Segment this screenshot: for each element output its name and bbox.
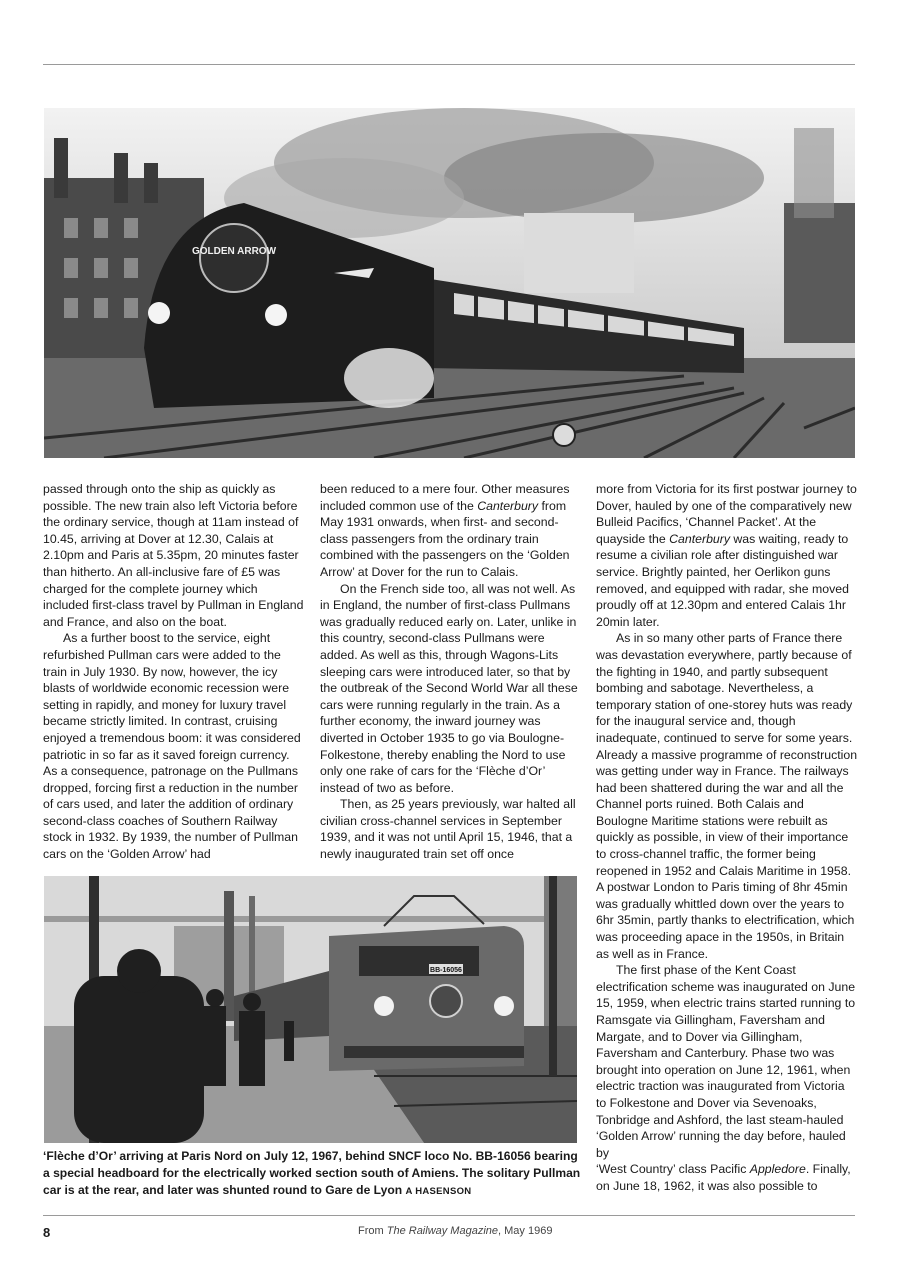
source-line: From The Railway Magazine, May 1969 [358, 1225, 553, 1237]
top-rule [43, 64, 855, 65]
bottom-rule [43, 1215, 855, 1216]
paragraph: On the French side too, all was not well. As in England, the number of first-class Pullmans was gradually reduced early on. Later, unlike in this country, second-class Pullmans were added. As well as this, through Wagons-Lits sleeping cars were introduced later, so that by the outbreak of the Second World War all these cars were running regularly in the train. As a further economy, the inward journey was diverted in October 1935 to go via Boulogne-Folkestone, thereby enabling the Nord to use only one rake of cars for the ‘Flèche d’Or’ instead of two as before. [320, 581, 578, 795]
photo-caption: ‘Flèche d’Or’ arriving at Paris Nord on July 12, 1967, behind SNCF loco No. BB-16056 bearing a special headboard for the electrically worked section south of Amiens. The solitary Pullman car is at the rear, and later was shunted round to Gare de Lyon A HASENSON [43, 1149, 581, 1197]
headboard-text: GOLDEN ARROW [191, 246, 277, 257]
fleche-dor-photo [44, 876, 577, 1143]
paragraph: Then, as 25 years previously, war halted all civilian cross-channel services in September 1939, and it was not until April 15, 1946, that a newly inaugurated train set off once [320, 797, 576, 862]
loco-plate-text: BB-16056 [430, 967, 462, 974]
paragraph: been reduced to a mere four. Other measures included common use of the Canterbury from May 1931 onwards, when first- and second-class passengers from the ordinary train combined with the passengers on the ‘Golden Arrow’ at Dover for the run to Calais. [320, 482, 570, 579]
paragraph: passed through onto the ship as quickly as possible. The new train also left Victoria before the ordinary service, though at 11am instead of 10.45, arriving at Dover at 12.30, Calais at 2.10pm and Paris at 5.35pm, 20 minutes faster than hitherto. An all-inclusive fare of £5 was charged for the complete journey which included first-class travel by Pullman in England and France, and also on the boat. [43, 482, 304, 629]
paragraph: The first phase of the Kent Coast electrification scheme was inaugurated on June 15, 1959, when electric trains started running to Ramsgate via Gillingham, Faversham and Margate, and to Dover via Gillingham, Faversham and Canterbury. Phase two was brought into operation on June 12, 1961, when electric traction was inaugurated from Victoria to Folkestone and Dover via Sevenoaks, Tonbridge and Ashford, the last steam-hauled ‘Golden Arrow’ running the day before, hauled by ‘West Country’ class Pacific Appledore. Finally, on June 18, 1962, it was also possible to [596, 963, 856, 1193]
paragraph: more from Victoria for its first postwar journey to Dover, hauled by one of the comparatively new Bulleid Pacifics, ‘Channel Packet’. At the quayside the Canterbury was waiting, ready to resume a civilian role after distinguished war service. Brightly painted, her Oerlikon guns removed, and equipped with radar, she moved proudly off at 12.30pm and entered Calais 1hr 20min later. [596, 482, 857, 629]
golden-arrow-photo [44, 108, 855, 458]
photo-credit: A HASENSON [405, 1185, 472, 1197]
page-number: 8 [43, 1225, 51, 1240]
paragraph: As a further boost to the service, eight refurbished Pullman cars were added to the train in July 1930. By now, however, the icy blasts of worldwide economic recession were setting in rapidly, and money for luxury travel became strictly limited. In contrast, cruising enjoyed a tremendous boom: it was considered patriotic in so far as it saved foreign currency. As a consequence, patronage on the Pullmans dropped, forcing first a reduction in the number of cars used, and later the addition of ordinary second-class coaches of Southern Railway stock in 1932. By 1939, the number of Pullman cars on the ‘Golden Arrow’ had [43, 631, 301, 862]
text-column-1 [43, 481, 305, 863]
text-column-2 [320, 481, 582, 863]
text-column-3 [596, 481, 858, 1195]
paragraph: As in so many other parts of France there was devastation everywhere, partly because of the fighting in 1940, and partly subsequent bombing and sabotage. Nevertheless, a temporary station of one-storey huts was ready for the inaugural service and, though inadequate, continued to serve for some years. Already a massive programme of reconstruction was getting under way in France. The railways had been shattered during the war and all the Channel ports ruined. Both Calais and Boulogne Maritime stations were rebuilt as quickly as possible, in view of their importance to cross-channel traffic, the former being reopened in 1952 and Calais Maritime in 1958. A postwar London to Paris timing of 8hr 45min was gradually whittled down over the years to 6hr 35min, partly thanks to electrification, which was proceeding apace in the 1950s, in Britain as well as in France. [596, 631, 858, 961]
